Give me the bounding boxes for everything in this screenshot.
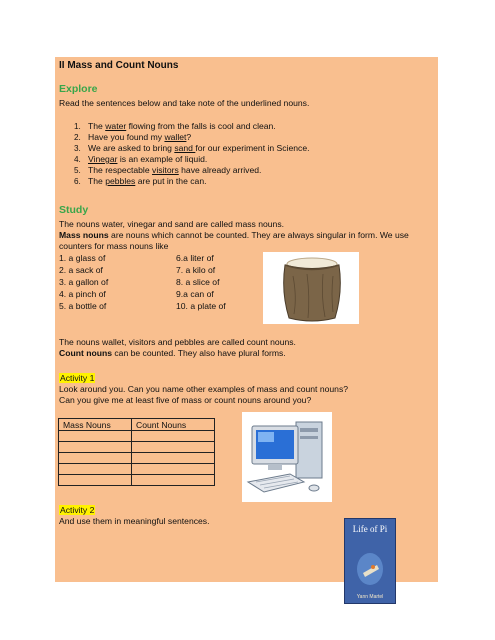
counter-item: 3. a gallon of [59,277,109,287]
table-row [59,475,215,486]
underlined-noun: visitors [152,165,179,175]
sentence-number: 5. [74,166,81,175]
nouns-table [58,418,215,486]
table-cell[interactable] [59,453,132,464]
section-title: II Mass and Count Nouns [59,60,179,71]
count-nouns-header: Count Nouns [132,419,215,431]
table-row [59,431,215,442]
counter-item: 10. a plate of [176,301,226,311]
count-line-2: Count nouns can be counted. They also have plural forms. [59,348,286,358]
table-header-row [59,419,215,431]
sentence-number: 6. [74,177,81,186]
table-row [59,442,215,453]
underlined-noun: Vinegar [88,154,118,164]
counter-item: 8. a slice of [176,277,220,287]
table-cell[interactable] [132,453,215,464]
activity-2-label: Activity 2 [60,505,95,515]
table-cell[interactable] [132,431,215,442]
sentence-item: Have you found my wallet? [88,132,192,142]
sentence-item: The pebbles are put in the can. [88,176,207,186]
boat-icon [353,545,387,589]
count-line-1: The nouns wallet, visitors and pebbles are called count nouns. [59,337,296,347]
rice-sack-image [263,252,359,324]
counter-item: 9.a can of [176,289,214,299]
counter-item: 6.a liter of [176,253,214,263]
underlined-noun: water [105,121,127,131]
table-row [59,464,215,475]
book-author: Yann Martel [356,594,384,600]
sentence-item: The respectable visitors have already arrived. [88,165,262,175]
underlined-noun: wallet [164,132,187,142]
computer-image [242,412,332,502]
activity-1-line-2: Can you give me at least five of mass or count nouns around you? [59,395,312,405]
activity-1-label: Activity 1 [60,373,95,383]
study-line-3: counters for mass nouns like [59,241,169,251]
study-line-2: Mass nouns are nouns which cannot be counted. They are always singular in form. We use [59,230,409,240]
underlined-noun: sand [174,143,196,153]
sentence-item: We are asked to bring sand for our experiment in Science. [88,143,310,153]
mass-nouns-header: Mass Nouns [59,419,132,431]
table-cell[interactable] [59,475,132,486]
sentence-number: 2. [74,133,81,142]
table-cell[interactable] [132,464,215,475]
book-cover-image [344,518,396,604]
counter-item: 1. a glass of [59,253,106,263]
sentence-number: 4. [74,155,81,164]
book-title: Life of Pi [352,524,388,534]
sentence-item: Vinegar is an example of liquid. [88,154,208,164]
counter-item: 2. a sack of [59,265,103,275]
counter-item: 5. a bottle of [59,301,107,311]
explore-heading: Explore [59,83,98,95]
table-row [59,453,215,464]
table-cell[interactable] [59,431,132,442]
sentence-item: The water flowing from the falls is cool and clean. [88,121,276,131]
counter-item: 4. a pinch of [59,289,106,299]
explore-instruction: Read the sentences below and take note of the underlined nouns. [59,98,310,108]
sentence-number: 3. [74,144,81,153]
underlined-noun: pebbles [105,176,136,186]
table-cell[interactable] [59,464,132,475]
table-cell[interactable] [59,442,132,453]
table-cell[interactable] [132,475,215,486]
study-heading: Study [59,204,89,216]
sentence-number: 1. [74,122,81,131]
table-cell[interactable] [132,442,215,453]
study-line-1: The nouns water, vinegar and sand are called mass nouns. [59,219,285,229]
activity-2-line-1: And use them in meaningful sentences. [59,516,210,526]
counter-item: 7. a kilo of [176,265,216,275]
activity-1-line-1: Look around you. Can you name other examples of mass and count nouns? [59,384,349,394]
